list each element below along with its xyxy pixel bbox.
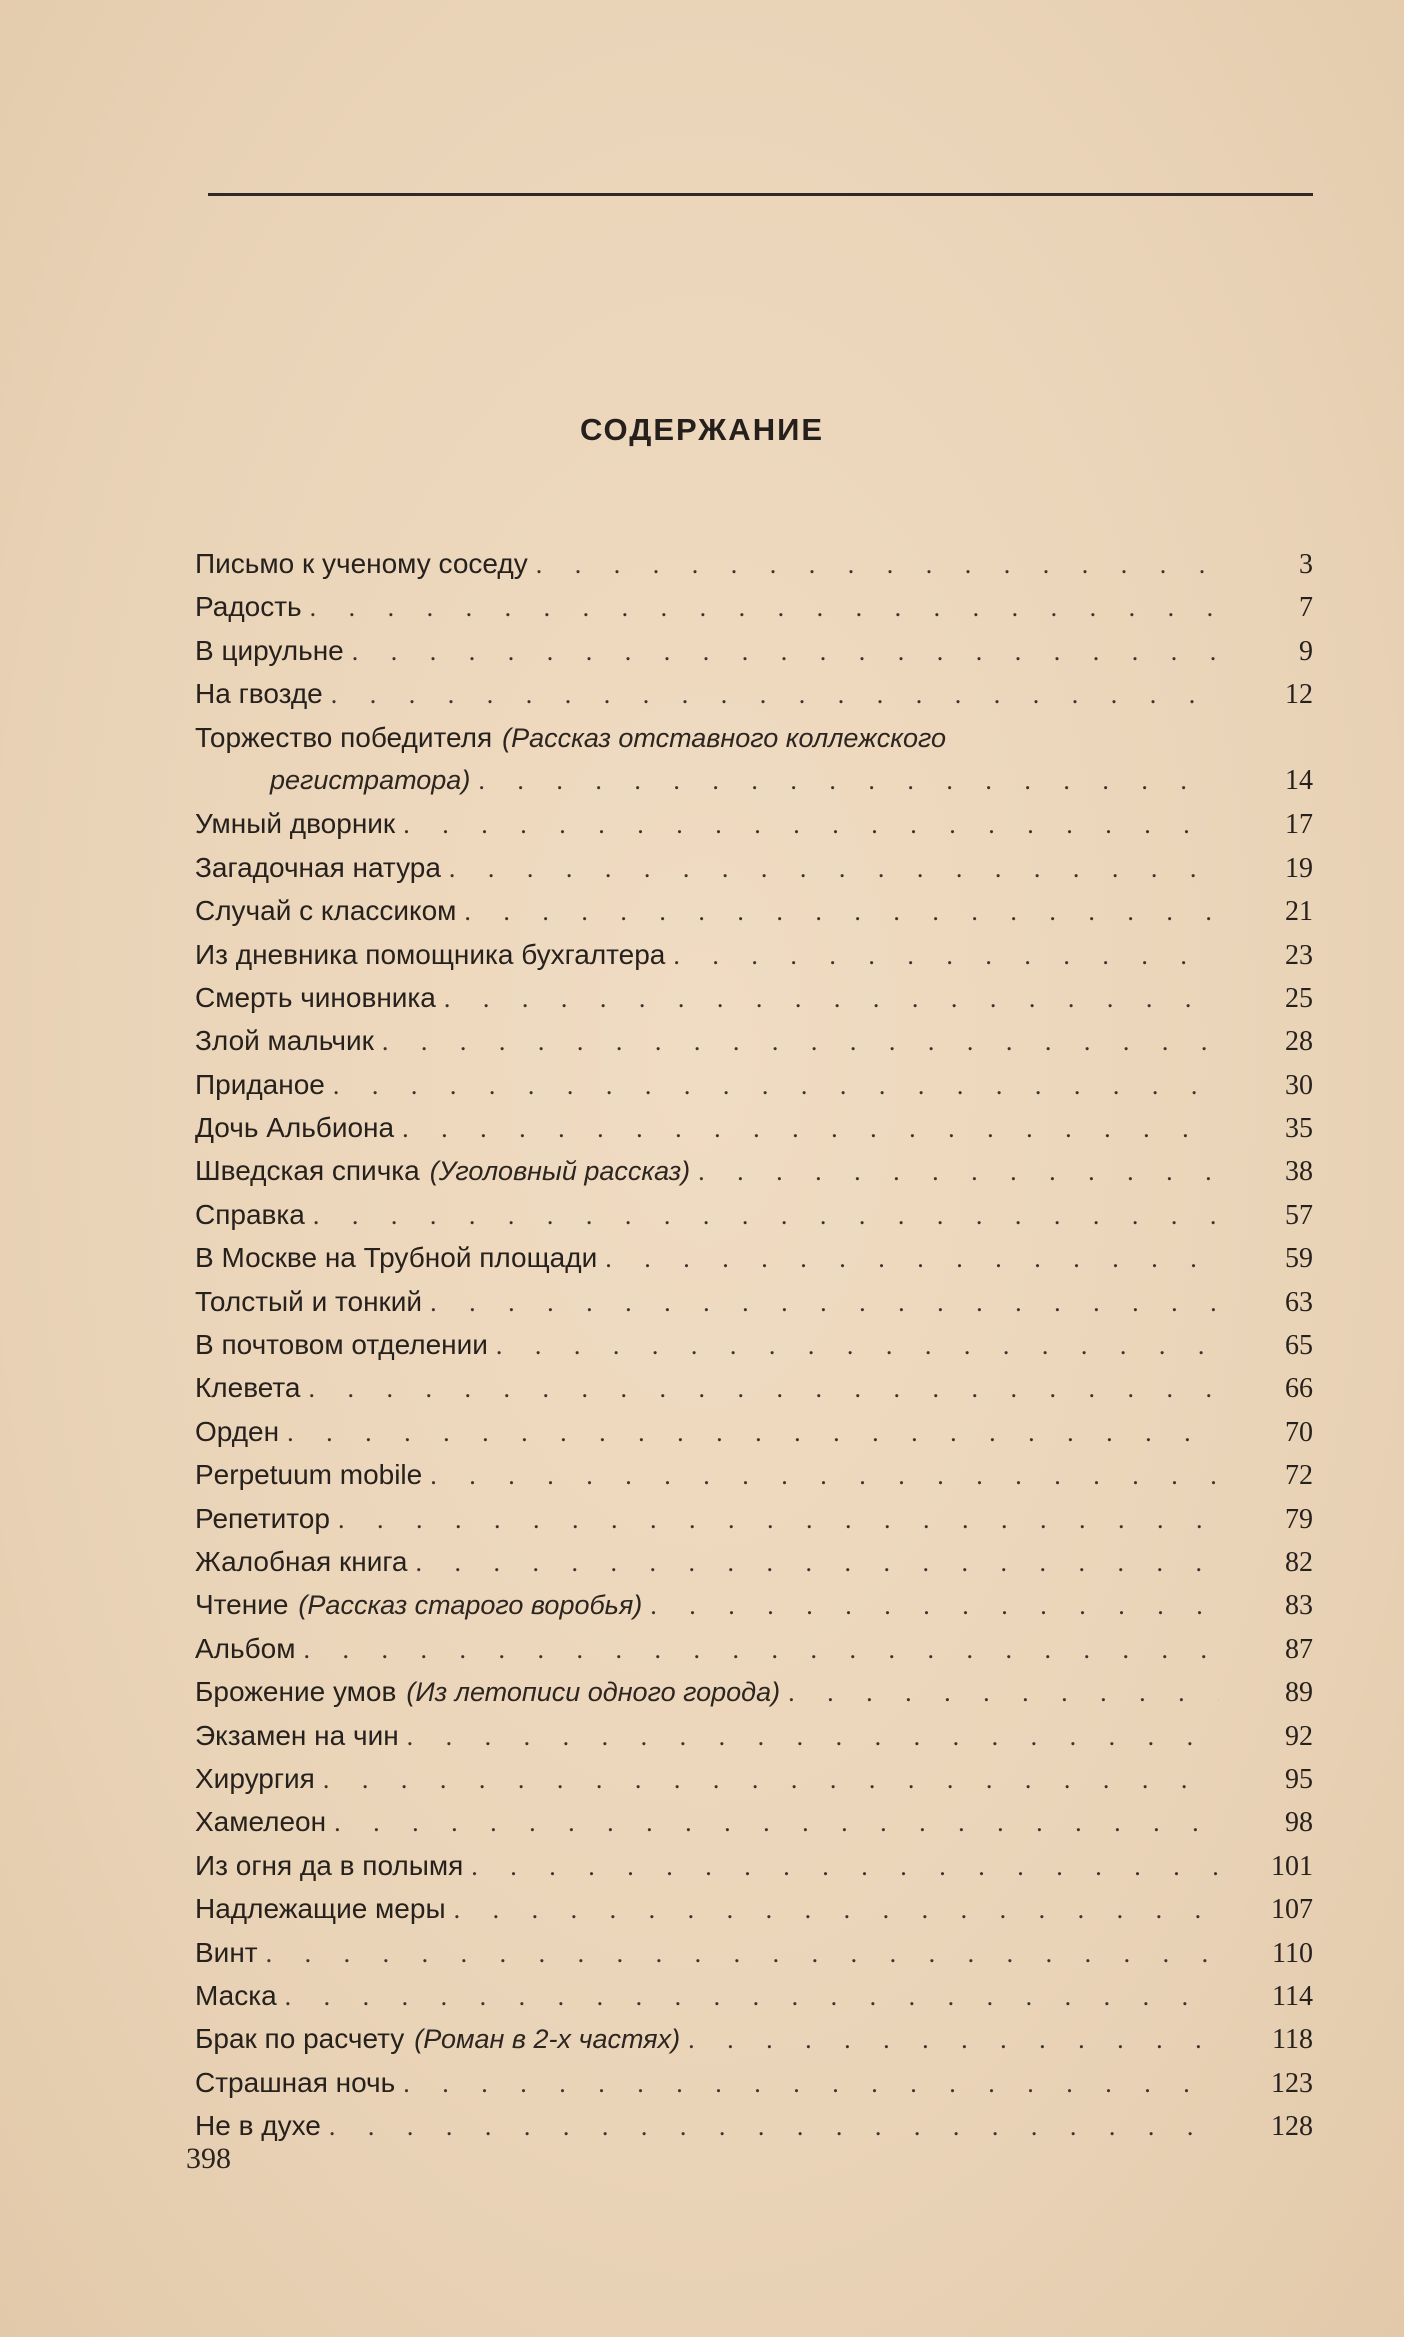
entry-title: Толстый и тонкий [195, 1285, 423, 1317]
dot-leader [382, 1020, 1219, 1063]
toc-entry-text [195, 1757, 1243, 1801]
entry-title: Дочь Альбиона [195, 1112, 395, 1144]
entry-page-number: 57 [1285, 1199, 1313, 1231]
toc-entry [195, 1540, 1313, 1583]
toc-entry-text [195, 1236, 1243, 1280]
toc-entry-text [195, 1583, 1243, 1627]
dot-leader [673, 934, 1219, 977]
entry-page-number: 72 [1285, 1460, 1313, 1492]
entry-page-number: 66 [1285, 1373, 1313, 1405]
toc-entry [195, 1714, 1313, 1757]
toc-entry-text [195, 2104, 1243, 2148]
dot-leader [402, 1107, 1219, 1150]
toc-entry-text [195, 629, 1243, 673]
dot-leader [416, 1541, 1219, 1584]
page-title: СОДЕРЖАНИЕ [579, 412, 825, 447]
entry-title: Брожение умов [195, 1676, 397, 1708]
toc-entry-text [195, 716, 1243, 803]
toc-entry [195, 2017, 1313, 2060]
toc-entry-text [195, 2061, 1243, 2105]
toc-entry-text [195, 1149, 1243, 1193]
entry-title: Альбом [195, 1632, 296, 1664]
toc-entry-text [195, 1670, 1243, 1714]
dot-leader [323, 1758, 1219, 1801]
toc-entry-text [195, 1627, 1243, 1671]
table-of-contents [195, 542, 1313, 2147]
toc-entry-text [195, 1366, 1243, 1410]
dot-leader [407, 1715, 1219, 1758]
dot-leader [285, 1975, 1219, 2018]
entry-title: В почтовом отделении [195, 1329, 488, 1361]
toc-entry [195, 1757, 1313, 1800]
toc-entry [195, 1106, 1313, 1149]
toc-entry-text [195, 1844, 1243, 1888]
entry-title: Орден [195, 1415, 280, 1447]
entry-page-number: 101 [1271, 1850, 1313, 1882]
toc-entry-text [195, 672, 1243, 716]
toc-entry-text [195, 1410, 1243, 1454]
toc-entry [195, 1019, 1313, 1062]
toc-entry-text [195, 1887, 1243, 1931]
entry-title: Случай с классиком [195, 895, 457, 927]
entry-title: Брак по расчету [195, 2023, 405, 2055]
toc-entry [195, 1931, 1313, 1974]
dot-leader [287, 1411, 1219, 1454]
toc-entry [195, 1583, 1313, 1626]
dot-leader [334, 1801, 1219, 1844]
entry-title: Хамелеон [195, 1806, 327, 1838]
toc-entry [195, 1670, 1313, 1713]
dot-leader [403, 803, 1219, 846]
toc-entry [195, 1497, 1313, 1540]
toc-entry [195, 716, 1313, 803]
entry-page-number: 110 [1272, 1937, 1313, 1969]
dot-leader [449, 847, 1219, 890]
entry-title: В цирульне [195, 634, 344, 666]
toc-entry [195, 585, 1313, 628]
entry-page-number: 70 [1285, 1416, 1313, 1448]
toc-entry [195, 629, 1313, 672]
entry-title: Письмо к ученому соседу [195, 548, 528, 579]
entry-subtitle: (Рассказ старого воробья) [298, 1590, 643, 1621]
entry-title: Клевета [195, 1372, 301, 1404]
toc-entry [195, 846, 1313, 889]
entry-page-number: 25 [1285, 982, 1313, 1014]
page-number: 398 [186, 2142, 231, 2175]
entry-title: Торжество победителя [195, 721, 493, 753]
dot-leader [478, 759, 1219, 802]
toc-entry-text [195, 2017, 1243, 2061]
entry-title: Умный дворник [195, 808, 396, 840]
entry-page-number: 23 [1285, 939, 1313, 971]
toc-entry-text [195, 933, 1243, 977]
toc-entry-text [195, 1063, 1243, 1107]
dot-leader [650, 1584, 1219, 1627]
toc-entry-text [195, 1280, 1243, 1324]
toc-entry [195, 1627, 1313, 1670]
entry-title: Шведская спичка [195, 1155, 420, 1187]
entry-title: Надлежащие меры [195, 1893, 446, 1925]
entry-page-number: 9 [1299, 635, 1313, 667]
entry-title: В Москве на Трубной площади [195, 1242, 598, 1274]
dot-leader [464, 890, 1219, 933]
toc-entry [195, 1844, 1313, 1887]
dot-leader [430, 1454, 1219, 1497]
entry-title: Жалобная книга [195, 1546, 408, 1577]
entry-title: Радость [195, 591, 302, 623]
entry-title: Не в духе [195, 2110, 321, 2142]
dot-leader [313, 1194, 1219, 1237]
entry-subtitle: (Уголовный рассказ) [429, 1156, 691, 1187]
entry-subtitle: (Роман в 2-х частях) [414, 2024, 681, 2055]
dot-leader [338, 1498, 1219, 1541]
dot-leader [430, 1281, 1219, 1324]
dot-leader [454, 1888, 1219, 1931]
toc-entry-text [195, 1931, 1243, 1975]
toc-entry-text [195, 1323, 1243, 1367]
entry-page-number: 14 [1285, 765, 1313, 797]
entry-page-number: 123 [1271, 2067, 1313, 2099]
entry-page-number: 98 [1285, 1807, 1313, 1839]
entry-page-number: 65 [1285, 1330, 1313, 1362]
toc-entry-text [195, 1193, 1243, 1237]
toc-entry [195, 672, 1313, 715]
dot-leader [329, 2105, 1219, 2148]
entry-title: Чтение [195, 1589, 289, 1621]
toc-entry [195, 542, 1313, 585]
toc-entry [195, 1453, 1313, 1496]
entry-title: Страшная ночь [195, 2066, 396, 2098]
dot-leader [688, 2018, 1219, 2061]
entry-page-number: 12 [1285, 679, 1313, 711]
toc-entry [195, 1974, 1313, 2017]
entry-title: Из дневника помощника бухгалтера [195, 938, 666, 970]
entry-title: Perpetuum mobile [195, 1459, 423, 1491]
toc-entry [195, 933, 1313, 976]
header-rule [208, 193, 1313, 196]
dot-leader [310, 586, 1219, 629]
toc-entry [195, 2061, 1313, 2104]
entry-page-number: 17 [1285, 809, 1313, 841]
entry-title: На гвозде [195, 678, 323, 710]
entry-title: Приданое [195, 1068, 325, 1100]
entry-page-number: 35 [1285, 1113, 1313, 1145]
dot-leader [309, 1367, 1219, 1410]
toc-entry [195, 1236, 1313, 1279]
toc-entry [195, 1193, 1313, 1236]
entry-subtitle: (Рассказ отставного коллежского [502, 722, 947, 753]
toc-entry [195, 1800, 1313, 1843]
toc-entry-text [195, 1497, 1243, 1541]
entry-page-number: 118 [1272, 2024, 1313, 2056]
entry-page-number: 19 [1285, 852, 1313, 884]
entry-title: Экзамен на чин [195, 1719, 399, 1751]
entry-page-number: 83 [1285, 1590, 1313, 1622]
toc-entry [195, 1063, 1313, 1106]
toc-entry [195, 976, 1313, 1019]
dot-leader [471, 1845, 1219, 1888]
toc-entry-text [195, 1714, 1243, 1758]
toc-entry-text [195, 802, 1243, 846]
dot-leader [536, 543, 1219, 586]
toc-entry [195, 1323, 1313, 1366]
entry-page-number: 107 [1271, 1894, 1313, 1926]
dot-leader [698, 1150, 1219, 1193]
entry-title: Хирургия [195, 1762, 315, 1794]
entry-title: Репетитор [195, 1502, 330, 1534]
toc-entry [195, 889, 1313, 932]
entry-page-number: 79 [1285, 1503, 1313, 1535]
toc-entry-text [195, 976, 1243, 1020]
dot-leader [788, 1671, 1219, 1714]
dot-leader [403, 2062, 1219, 2105]
entry-subtitle: (Из летописи одного города) [406, 1677, 781, 1708]
entry-page-number: 7 [1299, 592, 1313, 624]
toc-entry-text [195, 1019, 1243, 1063]
toc-entry-text [195, 1800, 1243, 1844]
entry-page-number: 30 [1285, 1069, 1313, 1101]
toc-entry [195, 1149, 1313, 1192]
toc-entry [195, 1410, 1313, 1453]
entry-title: Винт [195, 1936, 258, 1968]
entry-page-number: 92 [1285, 1720, 1313, 1752]
entry-page-number: 59 [1285, 1243, 1313, 1275]
dot-leader [444, 977, 1219, 1020]
entry-page-number: 114 [1272, 1980, 1313, 2012]
entry-page-number: 21 [1285, 896, 1313, 928]
dot-leader [331, 673, 1219, 716]
toc-entry-text [195, 1453, 1243, 1497]
toc-entry-text [195, 889, 1243, 933]
entry-title: Злой мальчик [195, 1025, 374, 1057]
entry-page-number: 3 [1299, 549, 1313, 580]
entry-page-number: 128 [1271, 2111, 1313, 2143]
toc-entry [195, 1280, 1313, 1323]
toc-entry-text [195, 1540, 1243, 1584]
entry-page-number: 63 [1285, 1286, 1313, 1318]
toc-entry-text [195, 542, 1243, 586]
dot-leader [605, 1237, 1219, 1280]
entry-page-number: 89 [1285, 1677, 1313, 1709]
toc-entry [195, 1366, 1313, 1409]
toc-entry [195, 802, 1313, 845]
dot-leader [496, 1324, 1219, 1367]
toc-entry-text [195, 1974, 1243, 2018]
toc-entry-text [195, 846, 1243, 890]
entry-title: Из огня да в полымя [195, 1849, 464, 1881]
entry-title: Маска [195, 1979, 277, 2011]
entry-page-number: 28 [1285, 1026, 1313, 1058]
entry-subtitle: регистратора) [270, 764, 471, 795]
entry-page-number: 82 [1285, 1547, 1313, 1578]
entry-title: Справка [195, 1198, 305, 1230]
dot-leader [333, 1064, 1219, 1107]
entry-page-number: 95 [1285, 1763, 1313, 1795]
entry-title: Смерть чиновника [195, 981, 436, 1013]
entry-title: Загадочная натура [195, 851, 441, 883]
entry-page-number: 38 [1285, 1156, 1313, 1188]
toc-entry [195, 1887, 1313, 1930]
entry-page-number: 87 [1285, 1633, 1313, 1665]
dot-leader [352, 630, 1219, 673]
toc-entry-text [195, 1106, 1243, 1150]
dot-leader [266, 1932, 1219, 1975]
toc-entry-text [195, 585, 1243, 629]
dot-leader [303, 1628, 1219, 1671]
toc-entry [195, 2104, 1313, 2147]
